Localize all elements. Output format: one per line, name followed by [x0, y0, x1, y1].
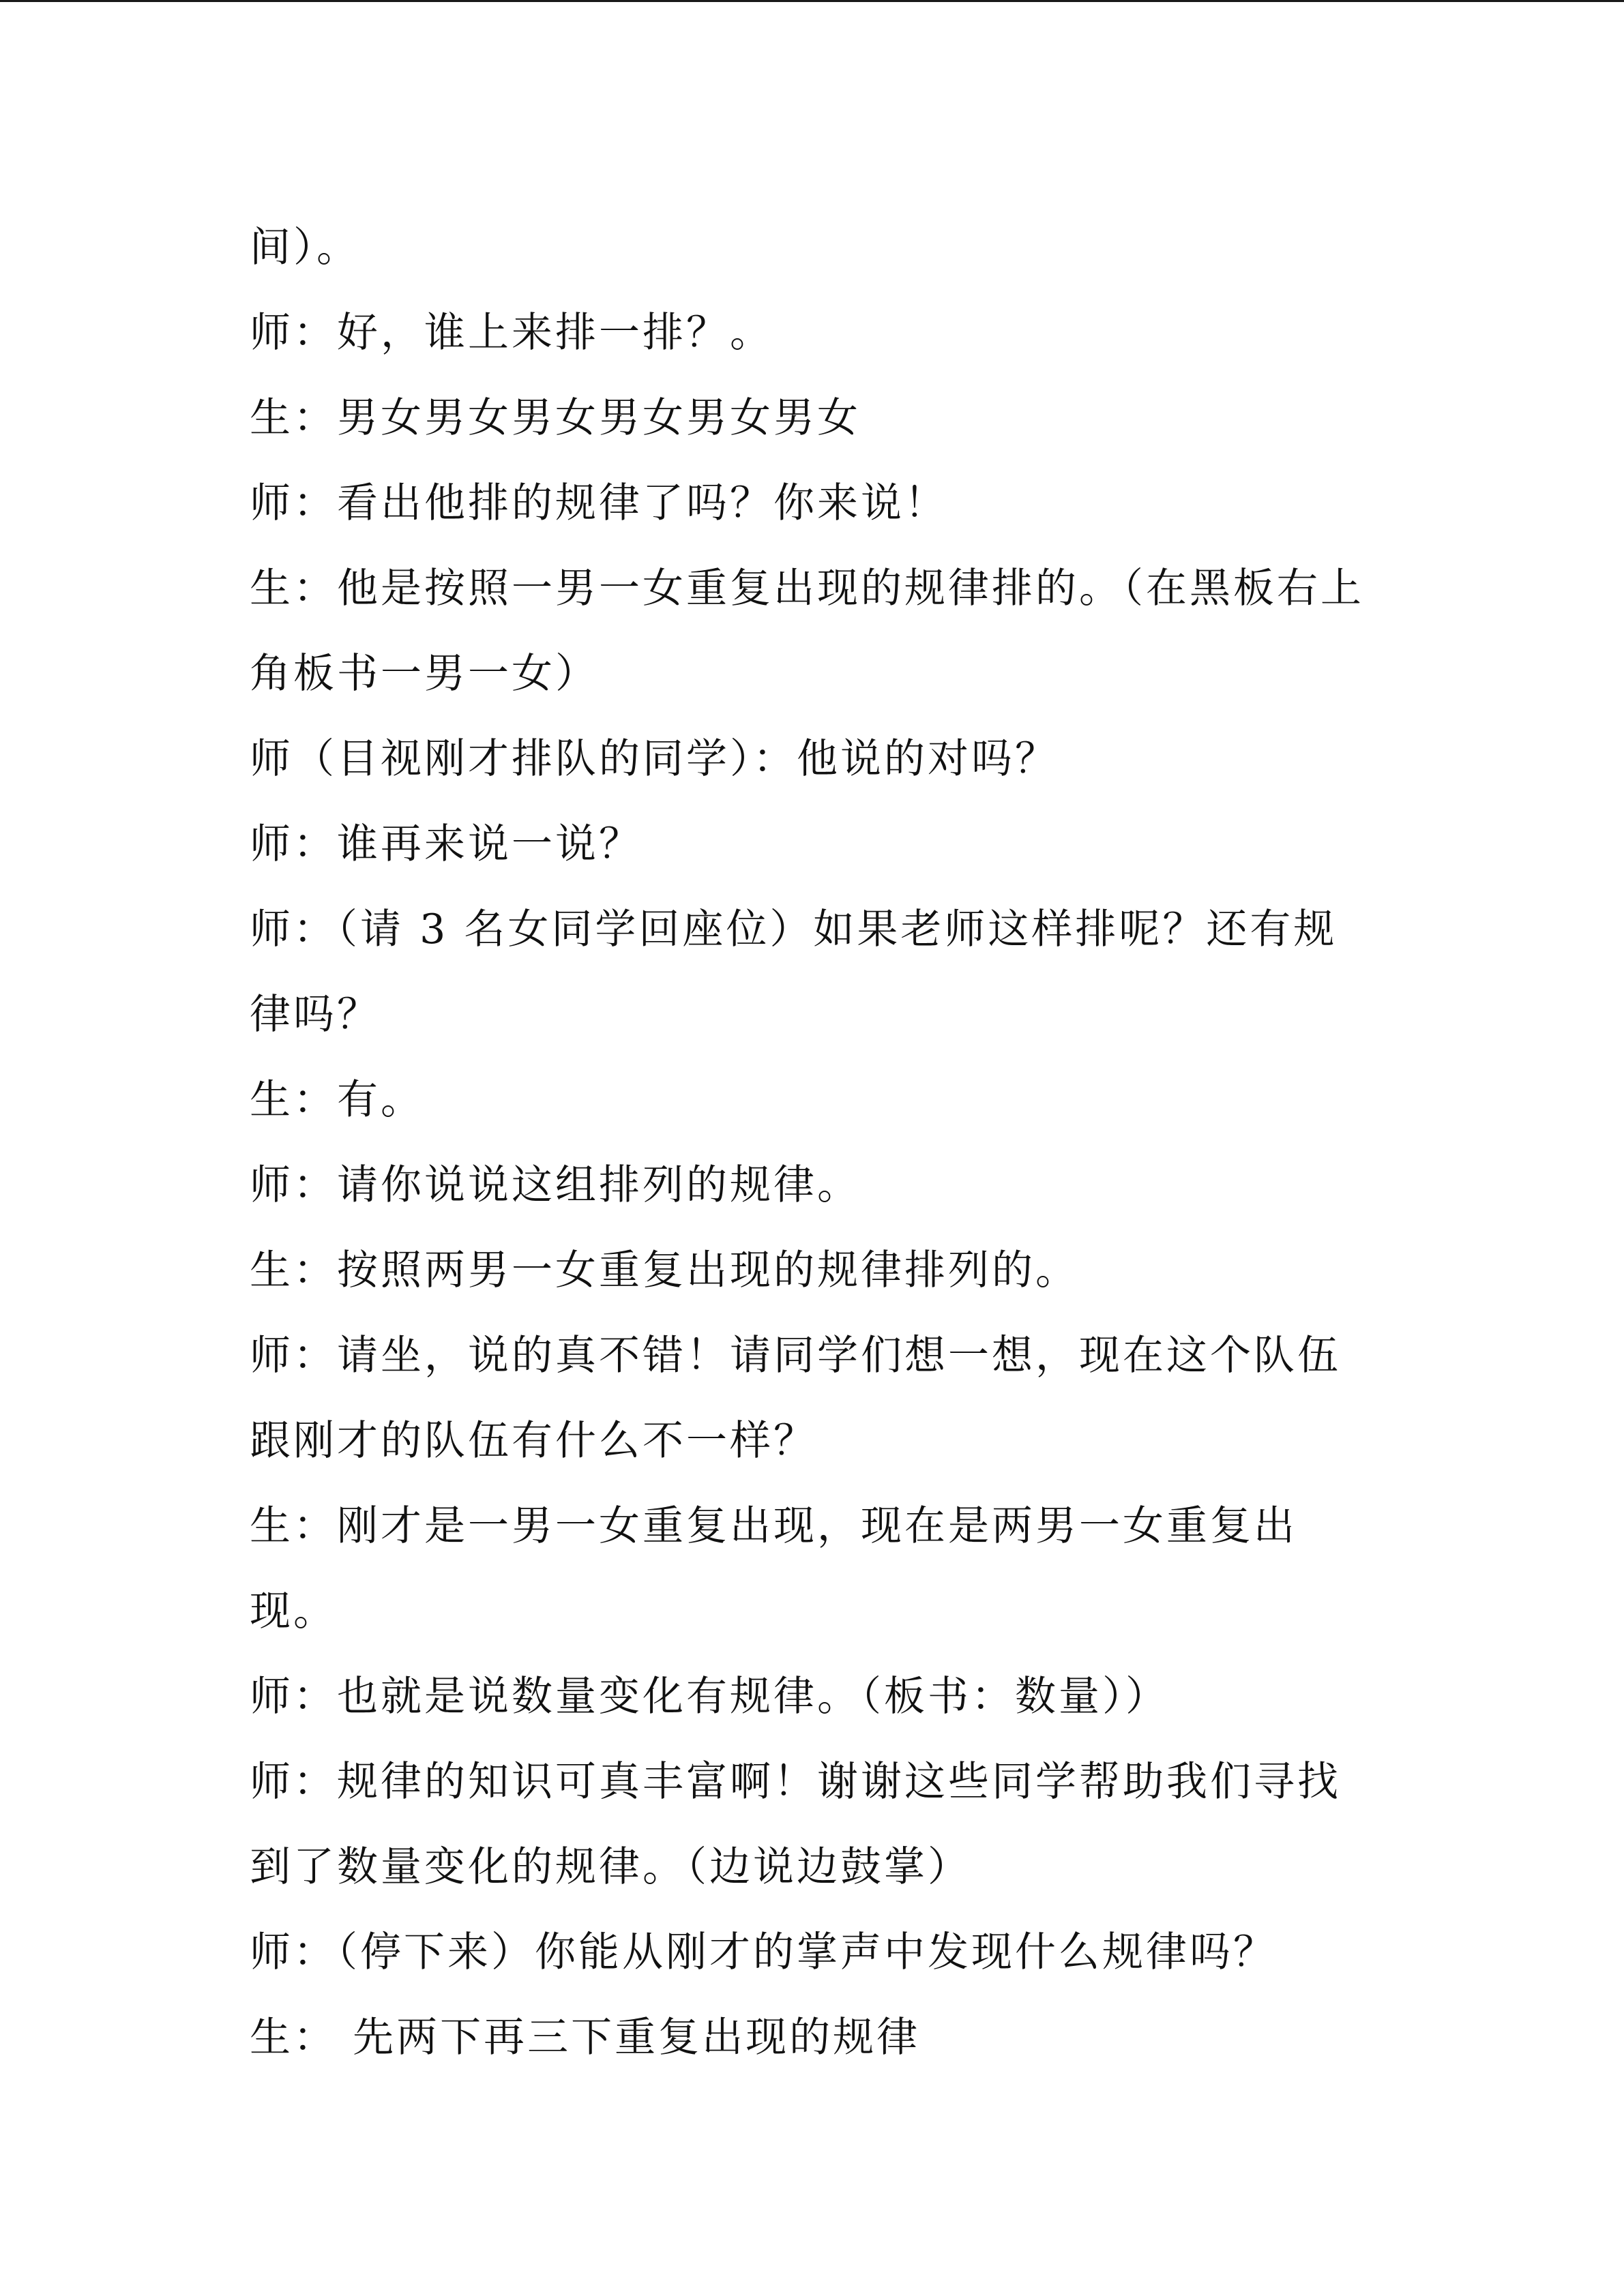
text-line: 师：好，谁上来排一排？。 — [250, 309, 773, 357]
text-line: 到了数量变化的规律。（边说边鼓掌） — [250, 1843, 971, 1891]
text-line: 角板书一男一女） — [250, 650, 599, 698]
text-line: 生：有。 — [250, 1076, 424, 1124]
text-line: 师：也就是说数量变化有规律。（板书：数量）） — [250, 1673, 1169, 1720]
text-line: 生：男女男女男女男女男女男女 — [250, 394, 861, 442]
text-line: 师：谁再来说一说？ — [250, 820, 643, 868]
text-line: 生： 先两下再三下重复出现的规律 — [250, 2014, 921, 2061]
text-line: 师：（请 3 名女同学回座位）如果老师这样排呢？还有规 — [250, 906, 1338, 953]
text-line: 现。 — [250, 1587, 337, 1635]
text-line: 生：按照两男一女重复出现的规律排列的。 — [250, 1247, 1079, 1294]
text-line: 生：刚才是一男一女重复出现，现在是两男一女重复出 — [250, 1502, 1297, 1550]
text-line: 师：（停下来）你能从刚才的掌声中发现什么规律吗？ — [250, 1928, 1277, 1976]
text-line: 师（目视刚才排队的同学）：他说的对吗？ — [250, 735, 1059, 783]
text-line: 生：他是按照一男一女重复出现的规律排的。（在黑板右上 — [250, 565, 1364, 612]
text-line: 间）。 — [250, 224, 360, 271]
text-line: 师：请你说说这组排列的规律。 — [250, 1161, 861, 1209]
text-line: 师：看出他排的规律了吗？你来说！ — [250, 479, 948, 527]
text-line: 师：请坐，说的真不错！请同学们想一想，现在这个队伍 — [250, 1332, 1341, 1380]
text-line: 师：规律的知识可真丰富啊！谢谢这些同学帮助我们寻找 — [250, 1758, 1341, 1806]
document-body — [250, 205, 1368, 2081]
text-line: 跟刚才的队伍有什么不一样？ — [250, 1417, 817, 1465]
text-line: 律吗？ — [250, 991, 381, 1039]
